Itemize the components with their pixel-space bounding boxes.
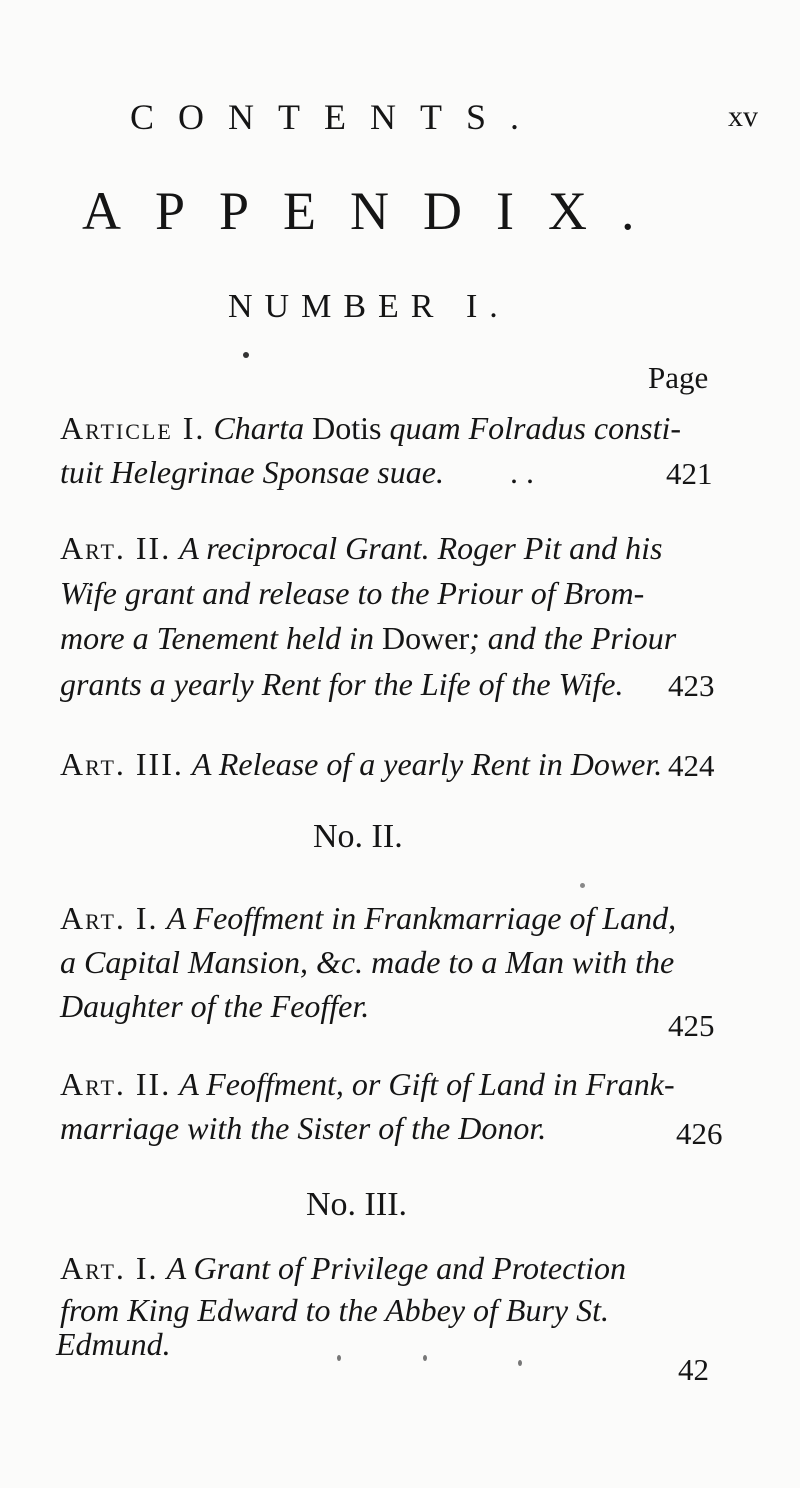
article-label: Art. II. [60,1066,172,1102]
entry-text: A Feoffment, or Gift of Land in Frank- [179,1066,675,1102]
entry-text: A Grant of Privilege and Protection [166,1250,627,1286]
entry-text: A Feoffment in Frankmarriage of Land, [166,900,677,936]
page-ref: 421 [666,456,713,491]
entry-text: A reciprocal Grant. Roger Pit and his [179,530,663,566]
entry-text: Charta [213,410,305,446]
page-ref: 423 [668,668,715,703]
toc-entry-no2-article-2 [60,1066,675,1103]
toc-entry-no3-article-1 [60,1250,626,1287]
number-three-heading: No. III. [306,1186,408,1223]
page-ref: 426 [676,1116,723,1151]
entry-text: Dotis [312,410,382,446]
speck [518,1360,522,1366]
speck [337,1355,341,1361]
number-one-heading: NUMBER I. [228,288,510,325]
article-label: Art. I. [60,1250,159,1286]
number-two-heading: No. II. [313,818,403,855]
page-column-label: Page [648,360,709,395]
page-number: xv [728,100,758,133]
ornament-dot [243,352,249,358]
article-label: Art. I. [60,900,159,936]
appendix-title: APPENDIX. [82,181,669,241]
entry-line [60,620,676,657]
toc-entry-article-1 [60,410,681,447]
page-ref: 424 [668,748,715,783]
entry-text: a Capital Mansion, &c. made to a Man with the [60,944,675,980]
leader-dots: . . [509,454,534,490]
entry-text: Dower [382,620,470,656]
toc-entry-article-3 [60,746,662,783]
toc-entry-article-2 [60,530,662,567]
speck [580,883,585,888]
entry-text: Edmund. [56,1326,171,1362]
entry-text: Wife grant and release to the Priour of Brom- [60,575,645,611]
article-label: Art. II. [60,530,172,566]
toc-entry-article-1-cont [60,454,534,491]
running-head: CONTENTS. [130,97,543,137]
page-ref: 425 [668,1008,715,1043]
toc-entry-no2-article-1 [60,900,676,937]
article-label: Article I. [60,410,206,446]
entry-text: quam Folradus consti- [389,410,682,446]
entry-text: A Release of a yearly Rent in Dower. [191,746,663,782]
article-label: Art. III. [60,746,184,782]
entry-text: grants a yearly Rent for the Life of the Wife. [60,666,624,702]
entry-text: Daughter of the Feoffer. [60,988,370,1024]
entry-text: more a Tenement held in [60,620,375,656]
entry-text: from King Edward to the Abbey of Bury St. [60,1292,609,1328]
entry-text: ; and the Priour [469,620,677,656]
entry-text: marriage with the Sister of the Donor. [60,1110,547,1146]
page-ref: 42 [678,1352,709,1387]
entry-text: tuit Helegrinae Sponsae suae. [60,454,444,490]
speck [423,1355,427,1361]
